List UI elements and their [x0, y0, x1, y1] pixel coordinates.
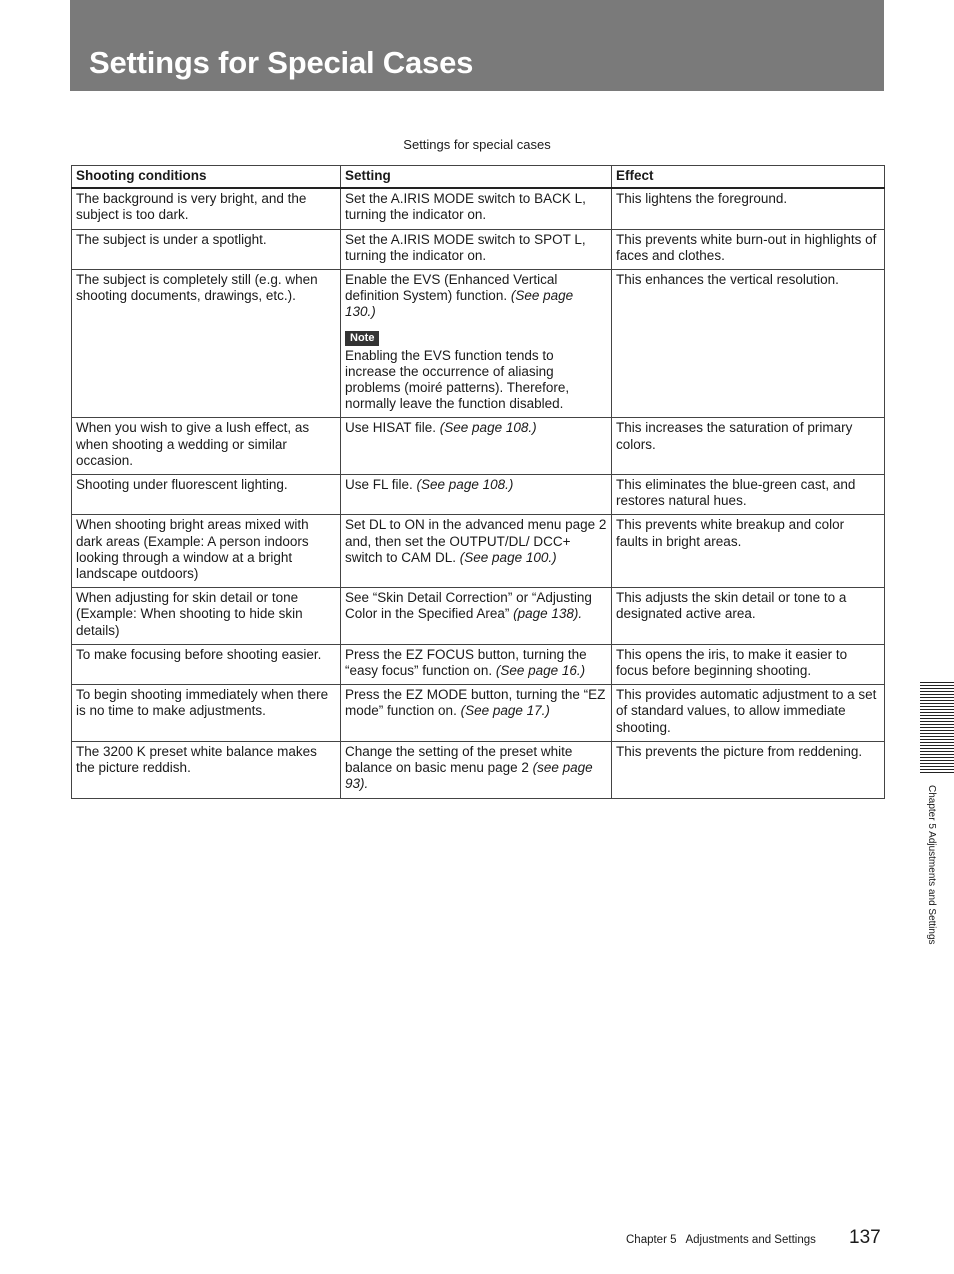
chapter-thumb-tab	[920, 682, 954, 774]
setting-cell	[341, 229, 612, 269]
setting-text: Press the EZ MODE button, turning the “EZ mode” function on.	[345, 687, 606, 719]
table-row	[72, 229, 885, 269]
table-row	[72, 588, 885, 645]
table-row	[72, 418, 885, 475]
page-reference: (see page 93).	[345, 760, 593, 792]
setting-cell	[341, 685, 612, 742]
setting-cell	[341, 475, 612, 515]
effect-cell: This adjusts the skin detail or tone to a designated active area.	[612, 588, 885, 645]
condition-cell: To begin shooting immediately when there is no time to make adjustments.	[72, 685, 341, 742]
page-reference: (See page 108.)	[416, 477, 514, 493]
effect-cell: This eliminates the blue-green cast, and restores natural hues.	[612, 475, 885, 515]
condition-cell: To make focusing before shooting easier.	[72, 644, 341, 684]
setting-cell	[341, 644, 612, 684]
condition-cell: The background is very bright, and the subject is too dark.	[72, 188, 341, 229]
note-text: Enabling the EVS function tends to increase the occurrence of aliasing problems (moiré patterns). Therefore, normally leave the function disabled.	[345, 347, 570, 412]
setting-text: Press the EZ FOCUS button, turning the “easy focus” function on.	[345, 646, 587, 679]
effect-cell: This enhances the vertical resolution.	[612, 270, 885, 418]
setting-cell	[341, 188, 612, 229]
setting-cell	[341, 588, 612, 645]
note-badge: Note	[345, 331, 379, 346]
setting-text: Use HISAT file.	[345, 420, 440, 436]
setting-text: Set DL to ON in the advanced menu page 2 and, then set the OUTPUT/DL/ DCC+ switch to CAM DL.	[345, 517, 607, 565]
settings-table	[71, 165, 885, 799]
page-title: Settings for Special Cases	[89, 45, 474, 80]
page-reference: (See page 17.)	[460, 703, 550, 719]
effect-cell: This prevents white burn-out in highlights of faces and clothes.	[612, 229, 885, 269]
sidebar-chapter-label: Chapter 5 Adjustments and Settings	[926, 785, 937, 945]
table-row	[72, 644, 885, 684]
setting-text: Set the A.IRIS MODE switch to BACK L, turning the indicator on.	[345, 191, 586, 223]
setting-cell	[341, 418, 612, 475]
title-bar	[70, 0, 884, 91]
footer-chapter-label: Chapter 5 Adjustments and Settings	[626, 1234, 816, 1246]
column-header-setting: Setting	[341, 166, 612, 189]
effect-cell: This increases the saturation of primary colors.	[612, 418, 885, 475]
setting-text: See “Skin Detail Correction” or “Adjusting Color in the Specified Area”	[345, 590, 592, 622]
table-row	[72, 270, 885, 418]
page-reference: (See page 108.)	[439, 420, 537, 436]
condition-cell: When adjusting for skin detail or tone (Example: When shooting to hide skin details)	[72, 588, 341, 645]
condition-cell: The subject is completely still (e.g. when shooting documents, drawings, etc.).	[72, 270, 341, 418]
effect-cell: This prevents white breakup and color faults in bright areas.	[612, 515, 885, 588]
table-row	[72, 188, 885, 229]
effect-cell: This provides automatic adjustment to a set of standard values, to allow immediate shooting.	[612, 685, 885, 742]
condition-cell: When you wish to give a lush effect, as when shooting a wedding or similar occasion.	[72, 418, 341, 475]
setting-text: Change the setting of the preset white balance on basic menu page 2	[345, 743, 573, 776]
effect-cell: This opens the iris, to make it easier to focus before beginning shooting.	[612, 644, 885, 684]
table-row	[72, 475, 885, 515]
column-header-conditions: Shooting conditions	[72, 166, 341, 189]
condition-cell: The 3200 K preset white balance makes the picture reddish.	[72, 741, 341, 798]
setting-text: Use FL file.	[345, 477, 417, 493]
table-row	[72, 685, 885, 742]
table-caption: Settings for special cases	[403, 137, 551, 152]
column-header-effect: Effect	[612, 166, 885, 189]
setting-text: Enable the EVS (Enhanced Vertical definition System) function.	[345, 272, 558, 304]
condition-cell: When shooting bright areas mixed with dark areas (Example: A person indoors looking through a window at a bright landscape outdoors)	[72, 515, 341, 588]
setting-text: Set the A.IRIS MODE switch to SPOT L, turning the indicator on.	[345, 231, 586, 263]
table-header-row	[72, 166, 885, 189]
condition-cell: Shooting under fluorescent lighting.	[72, 475, 341, 515]
effect-cell: This lightens the foreground.	[612, 188, 885, 229]
effect-cell: This prevents the picture from reddening.	[612, 741, 885, 798]
setting-cell	[341, 741, 612, 798]
setting-cell	[341, 515, 612, 588]
page-number: 137	[849, 1227, 881, 1248]
table-row	[72, 515, 885, 588]
page-reference: (See page 100.)	[459, 549, 557, 565]
page-reference: (See page 16.)	[495, 663, 586, 679]
table-row	[72, 741, 885, 798]
setting-cell	[341, 270, 612, 418]
page-reference: (See page 130.)	[345, 288, 574, 320]
condition-cell: The subject is under a spotlight.	[72, 229, 341, 269]
page-reference: (page 138).	[513, 606, 583, 622]
